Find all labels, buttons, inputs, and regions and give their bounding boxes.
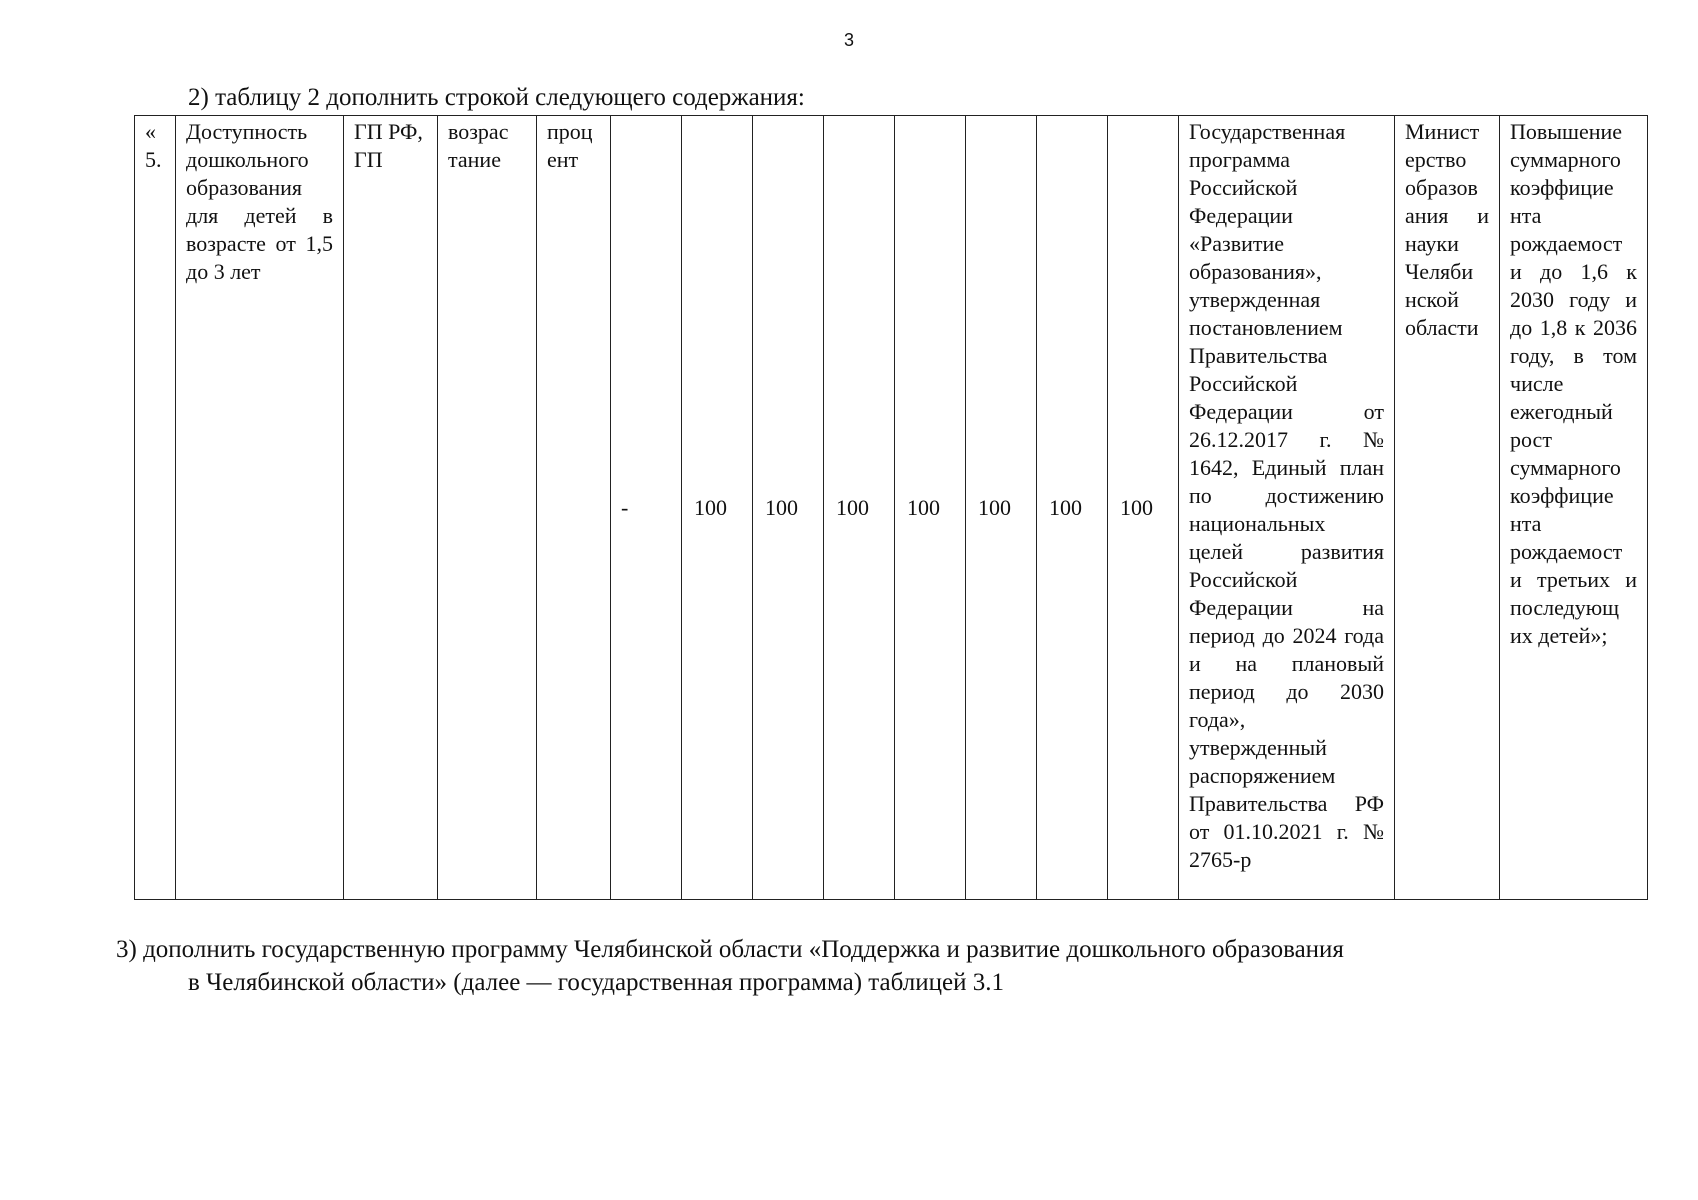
level-cell: ГП РФ, ГП [344,116,438,900]
value-cell: 100 [966,116,1037,900]
base-value-cell: - [611,116,682,900]
trend-cell: возрас тание [438,116,537,900]
responsible-cell: Минист ерство образов ания и науки Челяби нской области [1395,116,1500,900]
row-number-cell: « 5. [135,116,176,900]
paragraph-3 [116,933,1576,999]
value-cell: 100 [895,116,966,900]
value-cell: 100 [824,116,895,900]
document-cell: Государственная программа Российской Федерации «Развитие образования», утвержденная постановлением Правительства Российской Федерации от 26.12.2017 г. № 1642, Единый план по достижению национальных целей развития Российской Федерации на период до 2024 года и на плановый период до 2030 года», утвержденный распоряжением Правительства РФ от 01.10.2021 г. № 2765-р [1179,116,1395,900]
paragraph-3-line-1: 3) дополнить государственную программу Челябинской области «Поддержка и развитие дошкольного образования [116,936,1344,963]
table-row [135,116,1648,900]
value-cell: 100 [1108,116,1179,900]
paragraph-3-line-2: в Челябинской области» (далее — государственная программа) таблицей 3.1 [188,969,1004,996]
value-cell: 100 [682,116,753,900]
value-cell: 100 [753,116,824,900]
indicators-table [134,115,1648,900]
value-cell: 100 [1037,116,1108,900]
unit-cell: проц ент [537,116,611,900]
intro-text: 2) таблицу 2 дополнить строкой следующего содержания: [188,84,805,111]
indicator-name-cell: Доступность дошкольного образования для детей в возрасте от 1,5 до 3 лет [176,116,344,900]
page-number: 3 [843,30,854,50]
goal-cell: Повышение суммарного коэффицие нта рождаемост и до 1,6 к 2030 году и до 1,8 к 2036 году, в том числе ежегодный рост суммарного коэффицие нта рождаемост и третьих и последующ их детей»; [1500,116,1648,900]
